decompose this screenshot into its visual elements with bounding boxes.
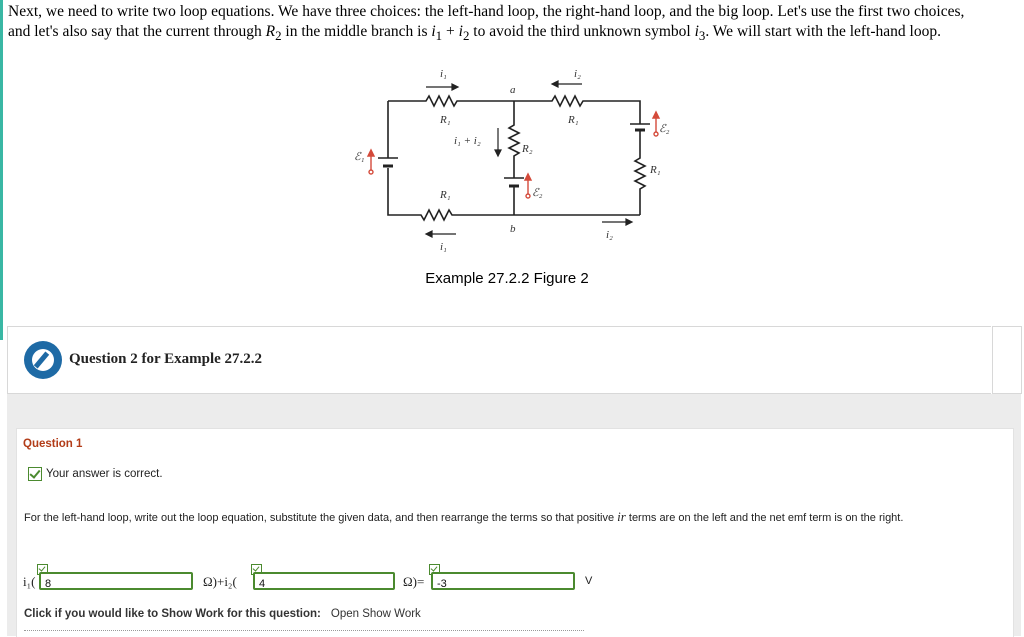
symbol-sub: 3 — [698, 28, 706, 44]
intro-text: . We will start with the left-hand loop. — [705, 23, 941, 40]
equation-unit: V — [585, 575, 593, 587]
symbol-i: i — [458, 23, 463, 40]
equation-i1-label: i₁( — [23, 574, 36, 589]
question-panel — [7, 394, 1021, 636]
symbol-r: R — [265, 23, 276, 40]
label-emf2-right: ℰ₂ — [659, 123, 670, 135]
question-panel-inner — [16, 428, 1014, 637]
label-r2: R₂ — [522, 143, 533, 155]
label-i1-top: i₁ — [440, 68, 447, 80]
intro-line-1: Next, we need to write two loop equations. We have three choices: the left-hand loop, the right-hand loop, and the big loop. Let's use the first two choices, — [8, 3, 965, 20]
pencil-icon — [24, 341, 62, 379]
figure-caption: Example 27.2.2 Figure 2 — [425, 270, 589, 287]
label-b: b — [510, 223, 516, 235]
label-i1-plus-i2: i₁ + i₂ — [454, 135, 481, 147]
question-header — [7, 326, 991, 394]
prompt-text: terms are on the left and the net emf term is on the right. — [625, 512, 904, 524]
label-i1-bottom: i₁ — [440, 241, 447, 253]
prompt-text: For the left-hand loop, write out the loop equation, substitute the given data, and then rearrange the terms so that positive — [24, 512, 618, 524]
answer-status-text: Your answer is correct. — [46, 468, 163, 480]
left-accent-rule — [0, 0, 3, 340]
label-emf1: ℰ₁ — [354, 151, 365, 163]
symbol-ir: ir — [617, 509, 626, 524]
label-r1-bottom: R₁ — [440, 189, 451, 201]
label-r1-right: R₁ — [650, 164, 661, 176]
equation-mid-label: Ω)+i₂( — [203, 574, 237, 589]
symbol-sub: 2 — [275, 28, 282, 44]
symbol-sub: 2 — [462, 28, 470, 44]
symbol-i: i — [431, 23, 436, 40]
content-cutoff — [24, 630, 584, 635]
label-r1-top-right: R₁ — [568, 114, 579, 126]
show-work-prompt: Click if you would like to Show Work for this question: — [24, 608, 321, 620]
symbol-i: i — [694, 23, 699, 40]
question-header-side — [992, 326, 1022, 394]
question-prompt — [24, 510, 1004, 525]
question-header-title: Question 2 for Example 27.2.2 — [69, 351, 263, 367]
label-i2-bottom: i₂ — [606, 229, 613, 241]
label-r1-top-left: R₁ — [440, 114, 451, 126]
question-label: Question 1 — [23, 438, 83, 450]
intro-text: and let's also say that the current through — [8, 23, 266, 40]
answer-input-3[interactable]: -3 — [431, 572, 575, 590]
answer-status — [28, 467, 163, 481]
show-work-row — [24, 608, 421, 620]
answer-input-1[interactable]: 8 — [39, 572, 193, 590]
label-i2-top: i₂ — [574, 68, 581, 80]
intro-text: + — [442, 23, 459, 40]
open-show-work-link[interactable]: Open Show Work — [330, 608, 421, 620]
label-a: a — [510, 84, 516, 96]
intro-text: to avoid the third unknown symbol — [469, 23, 695, 40]
intro-text: in the middle branch is — [281, 23, 432, 40]
intro-paragraph — [8, 2, 1020, 46]
equation-row — [23, 568, 1013, 594]
symbol-sub: 1 — [435, 28, 443, 44]
checkmark-icon — [28, 467, 42, 481]
label-emf2-mid: ℰ₂ — [532, 187, 543, 199]
circuit-diagram — [344, 68, 674, 258]
answer-input-2[interactable]: 4 — [253, 572, 395, 590]
equation-end-label: Ω)= — [403, 574, 425, 589]
